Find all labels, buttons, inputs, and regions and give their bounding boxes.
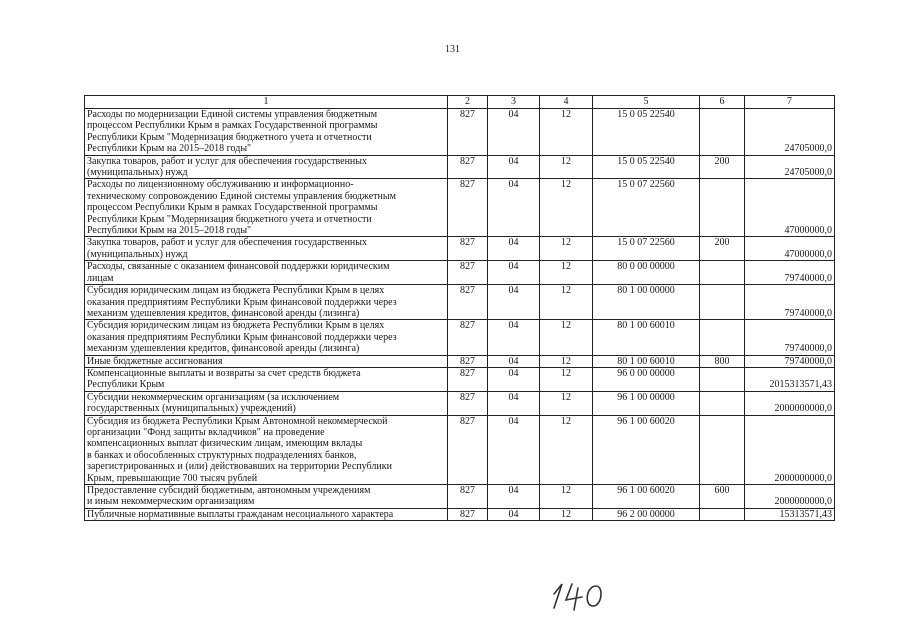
ministry-code-cell: 827 [448,261,488,285]
row-name-line: Расходы, связанные с оказанием финансовой поддержки юридическим [87,261,390,273]
table-row [85,508,835,520]
section-code-cell: 04 [488,285,540,320]
expense-type-cell [700,261,745,285]
amount-cell: 47000000,0 [745,179,835,237]
ministry-code-cell: 827 [448,237,488,261]
target-article-cell: 80 1 00 00000 [593,285,700,320]
row-name-cell [85,320,448,355]
expense-type-cell [700,109,745,156]
expense-type-cell: 200 [700,155,745,179]
table-row [85,261,835,285]
row-name-line: механизм удешевления кредитов, финансовой аренды (лизинга) [87,343,360,355]
ministry-code-cell: 827 [448,415,488,484]
target-article-cell: 80 0 00 00000 [593,261,700,285]
target-article-cell: 80 1 00 60010 [593,320,700,355]
row-name-line: Республики Крым на 2015–2018 годы" [87,143,252,155]
expense-type-cell [700,391,745,415]
section-code-cell: 04 [488,485,540,509]
row-name-line: в банках и обособленных структурных подразделениях банков, [87,449,357,461]
section-code-cell: 04 [488,261,540,285]
subsection-code-cell: 12 [540,285,593,320]
amount-cell: 2000000000,0 [745,415,835,484]
row-name-line: лицам [87,272,114,284]
header-row [85,96,835,109]
row-name-line: механизм удешевления кредитов, финансовой аренды (лизинга) [87,307,360,319]
row-name-line: Республики Крым на 2015–2018 годы" [87,225,252,237]
amount-cell: 79740000,0 [745,355,835,367]
section-code-cell: 04 [488,367,540,391]
expense-type-cell [700,415,745,484]
table-row [85,355,835,367]
section-code-cell: 04 [488,179,540,237]
section-code-cell: 04 [488,109,540,156]
header-cell: 6 [700,96,745,109]
table-row [85,285,835,320]
row-name-line: Расходы по лицензионному обслуживанию и информационно- [87,179,354,191]
subsection-code-cell: 12 [540,155,593,179]
row-name-cell [85,261,448,285]
page-number: 131 [445,44,460,55]
handwritten-page-number [548,580,608,612]
ministry-code-cell: 827 [448,320,488,355]
ministry-code-cell: 827 [448,355,488,367]
ministry-code-cell: 827 [448,508,488,520]
row-name-line: Крым, превышающие 700 тысяч рублей [87,472,258,484]
subsection-code-cell: 12 [540,391,593,415]
amount-cell: 15313571,43 [745,508,835,520]
subsection-code-cell: 12 [540,485,593,509]
row-name-line: оказания предприятиям Республики Крым финансовой поддержки через [87,331,397,343]
row-name-line: (муниципальных) нужд [87,167,188,179]
subsection-code-cell: 12 [540,355,593,367]
table-row [85,485,835,509]
subsection-code-cell: 12 [540,261,593,285]
row-name-line: Расходы по модернизации Единой системы управления бюджетным [87,109,378,120]
section-code-cell: 04 [488,355,540,367]
expense-type-cell: 200 [700,237,745,261]
row-name-line: (муниципальных) нужд [87,248,188,260]
row-name-line: Публичные нормативные выплаты гражданам несоциального характера [87,508,394,520]
row-name-line: Республики Крым "Модернизация бюджетного учета и отчетности [87,131,372,143]
section-code-cell: 04 [488,237,540,261]
row-name-line: Республики Крым [87,379,165,391]
subsection-code-cell: 12 [540,320,593,355]
row-name-line: Субсидии некоммерческим организациям (за исключением [87,391,340,403]
row-name-line: Закупка товаров, работ и услуг для обеспечения государственных [87,237,368,249]
row-name-line: процессом Республики Крым в рамках Государственной программы [87,202,378,214]
row-name-cell [85,355,448,367]
row-name-line: Субсидия из бюджета Республики Крым Автономной некоммерческой [87,415,388,427]
table-row [85,155,835,179]
row-name-line: Субсидия юридическим лицам из бюджета Республики Крым в целях [87,285,385,297]
amount-cell: 79740000,0 [745,320,835,355]
ministry-code-cell: 827 [448,367,488,391]
header-cell: 2 [448,96,488,109]
row-name-line: Закупка товаров, работ и услуг для обеспечения государственных [87,155,368,167]
subsection-code-cell: 12 [540,109,593,156]
header-cell: 3 [488,96,540,109]
subsection-code-cell: 12 [540,367,593,391]
subsection-code-cell: 12 [540,179,593,237]
subsection-code-cell: 12 [540,237,593,261]
ministry-code-cell: 827 [448,485,488,509]
row-name-cell [85,391,448,415]
row-name-cell [85,508,448,520]
amount-cell: 79740000,0 [745,285,835,320]
table-row [85,415,835,484]
table-row [85,367,835,391]
row-name-line: техническому сопровождению Единой системы управления бюджетным [87,190,396,202]
ministry-code-cell: 827 [448,285,488,320]
expense-type-cell [700,285,745,320]
row-name-cell [85,485,448,509]
row-name-line: оказания предприятиям Республики Крым финансовой поддержки через [87,296,397,308]
expense-type-cell [700,179,745,237]
row-name-line: и иным некоммерческим организациям [87,496,255,508]
amount-cell: 2015313571,43 [745,367,835,391]
target-article-cell: 80 1 00 60010 [593,355,700,367]
row-name-cell [85,155,448,179]
ministry-code-cell: 827 [448,391,488,415]
expense-type-cell [700,320,745,355]
row-name-line: государственных (муниципальных) учреждений) [87,403,296,415]
table-row [85,179,835,237]
expense-type-cell: 800 [700,355,745,367]
subsection-code-cell: 12 [540,415,593,484]
target-article-cell: 96 2 00 00000 [593,508,700,520]
row-name-line: Республики Крым "Модернизация бюджетного учета и отчетности [87,213,372,225]
row-name-line: зарегистрированных и (или) действовавших на территории Республики [87,461,392,473]
row-name-line: организации "Фонд защиты вкладчиков" на проведение [87,426,325,438]
subsection-code-cell: 12 [540,508,593,520]
table-row [85,391,835,415]
row-name-line: Компенсационные выплаты и возвраты за счет средств бюджета [87,367,361,379]
amount-cell: 24705000,0 [745,109,835,156]
header-cell: 7 [745,96,835,109]
target-article-cell: 15 0 07 22560 [593,179,700,237]
ministry-code-cell: 827 [448,155,488,179]
table-row [85,237,835,261]
expense-type-cell [700,367,745,391]
row-name-line: процессом Республики Крым в рамках Государственной программы [87,120,378,132]
ministry-code-cell: 827 [448,179,488,237]
expense-type-cell [700,508,745,520]
amount-cell: 2000000000,0 [745,485,835,509]
row-name-cell [85,415,448,484]
ministry-code-cell: 827 [448,109,488,156]
amount-cell: 2000000000,0 [745,391,835,415]
row-name-cell [85,285,448,320]
row-name-line: Предоставление субсидий бюджетным, автономным учреждениям [87,485,371,496]
section-code-cell: 04 [488,508,540,520]
row-name-line: компенсационных выплат физическим лицам, имеющим вклады [87,438,363,450]
amount-cell: 24705000,0 [745,155,835,179]
row-name-line: Иные бюджетные ассигнования [87,355,223,367]
table-row [85,109,835,156]
target-article-cell: 96 0 00 00000 [593,367,700,391]
header-cell: 4 [540,96,593,109]
row-name-cell [85,367,448,391]
row-name-cell [85,237,448,261]
row-name-cell [85,179,448,237]
amount-cell: 47000000,0 [745,237,835,261]
section-code-cell: 04 [488,320,540,355]
header-cell: 1 [85,96,448,109]
header-cell: 5 [593,96,700,109]
amount-cell: 79740000,0 [745,261,835,285]
target-article-cell: 15 0 07 22560 [593,237,700,261]
section-code-cell: 04 [488,155,540,179]
row-name-line: Субсидия юридическим лицам из бюджета Республики Крым в целях [87,320,385,332]
target-article-cell: 96 1 00 60020 [593,415,700,484]
section-code-cell: 04 [488,391,540,415]
target-article-cell: 96 1 00 60020 [593,485,700,509]
expense-type-cell: 600 [700,485,745,509]
row-name-cell [85,109,448,156]
section-code-cell: 04 [488,415,540,484]
budget-table [84,95,835,521]
table-body [85,96,835,521]
target-article-cell: 96 1 00 00000 [593,391,700,415]
table-row [85,320,835,355]
target-article-cell: 15 0 05 22540 [593,155,700,179]
target-article-cell: 15 0 05 22540 [593,109,700,156]
